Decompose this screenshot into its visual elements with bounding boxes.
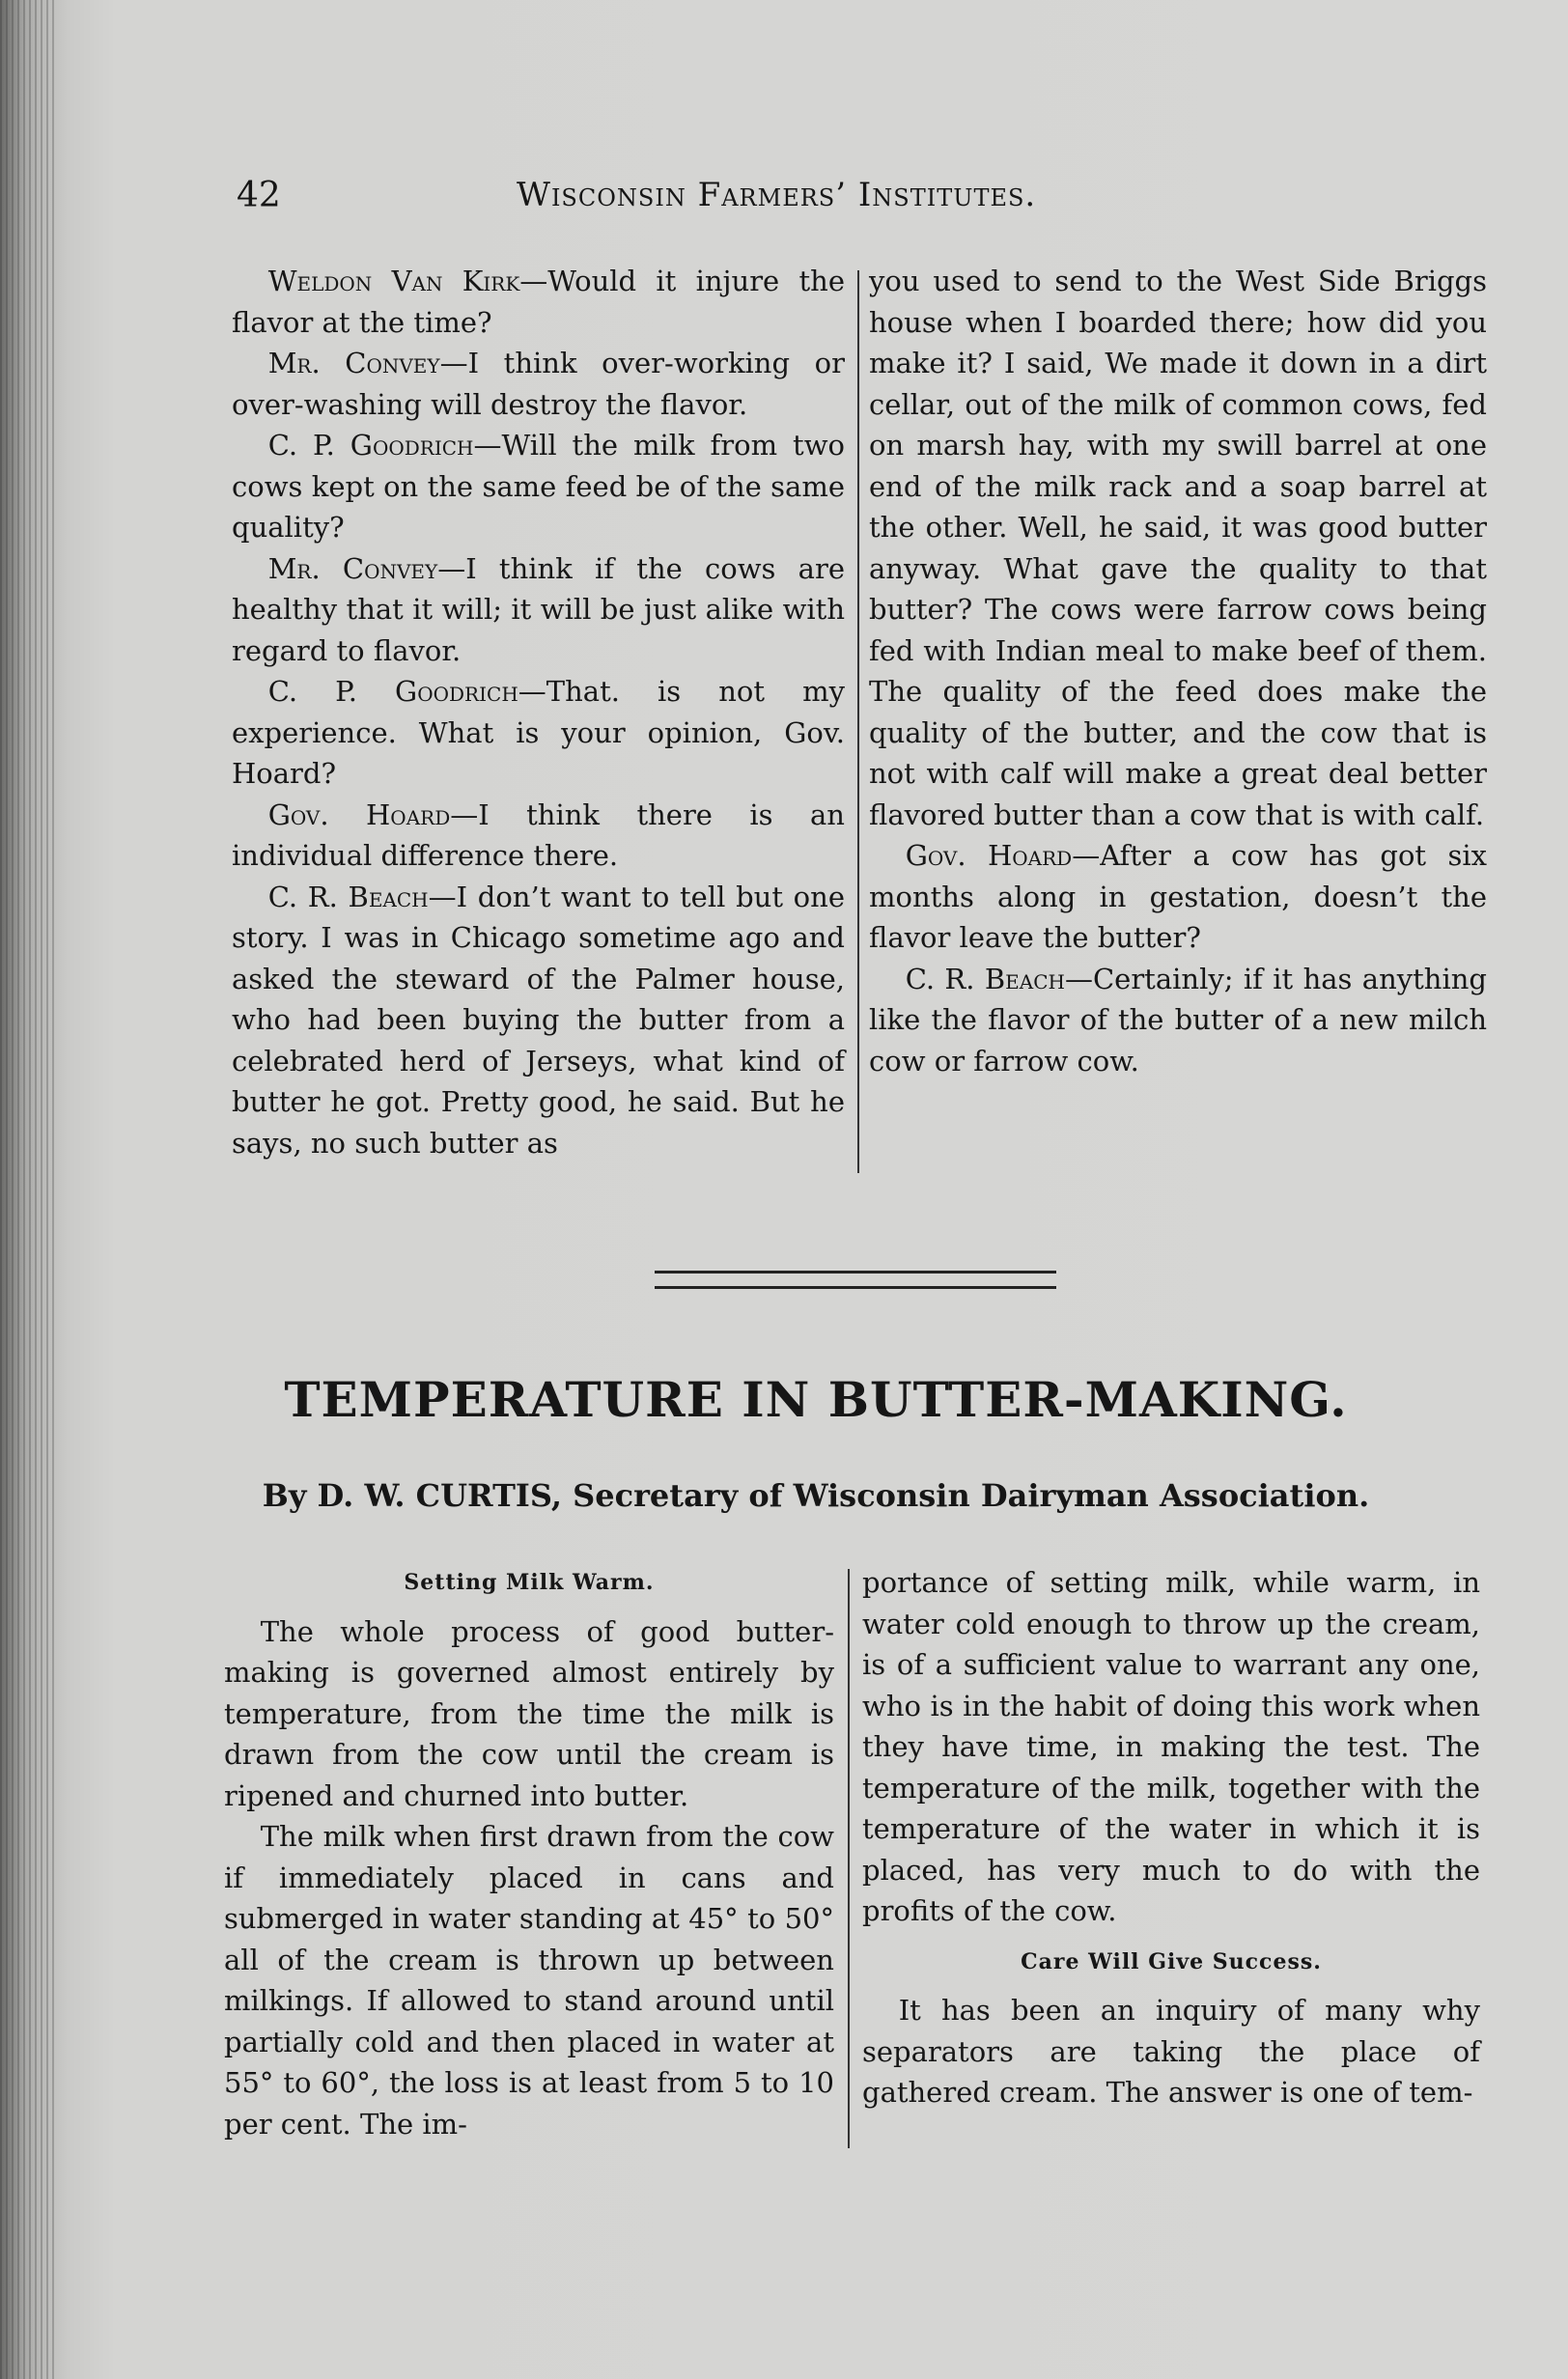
discussion-entry [232,877,845,1164]
speech-text: —After a cow has got six months along in gestation, doesn’t the flavor leave the butter? [869,839,1487,954]
speech-text: —That. is not my experience. What is your opinion, Gov. Hoard? [232,675,845,790]
speech-text: —I think there is an individual difference there. [232,798,845,872]
article-title: TEMPERATURE IN BUTTER-MAKING. [284,1371,1348,1428]
speaker-name: Gov. Hoard [905,839,1073,872]
discussion-entry [232,795,845,877]
article-continuation: portance of setting milk, while warm, in water cold enough to throw up the cream, is of a sufficient value to warrant any one, who is in the habit of doing this work when they have time, in making the test. The temperature of the milk, together with the temperature of the water in which it is placed, has very much to do with the profits of the cow. [862,1566,1480,1927]
article-paragraph: The whole process of good butter-making is governed almost entirely by temperature, from the time the milk is drawn from the cow until the cream is ripened and churned into butter. [224,1614,834,1812]
running-head [237,176,1202,222]
article-left-column [224,1562,834,2144]
discussion-entry [232,671,845,795]
page-number: 42 [237,176,281,215]
discussion-entry [232,548,845,672]
column-divider-top [857,270,859,1173]
article-byline: By D. W. CURTIS, Secretary of Wisconsin Dairyman Association. [262,1477,1370,1514]
section-subheading: Care Will Give Success. [1021,1948,1322,1974]
discussion-entry [232,343,845,425]
discussion-entry [869,959,1487,1082]
speaker-name: C. P. Goodrich [267,675,518,708]
section-subheading: Setting Milk Warm. [404,1570,655,1595]
section-rule-upper [655,1271,1056,1273]
discussion-continuation: you used to send to the West Side Briggs house when I boarded there; how did you make it? I said, We made it down in a dirt cellar, out of the milk of common cows, fed on marsh hay, with my swill barrel at one end of the milk rack and a soap barrel at the other. Well, he said, it was good butter anyway. What gave the quality to that butter? The cows were farrow cows being fed with Indian meal to make beef of them. The quality of the feed does make the quality of the butter, and the cow that is not with calf will make a great deal better flavored butter than a cow that is with calf. [869,265,1487,831]
speaker-name: Mr. Convey [267,347,440,379]
discussion-entry [869,835,1487,959]
article-right-column [862,1562,1480,2113]
discussion-right-column [869,261,1487,1081]
speech-text: —I think if the cows are healthy that it will; it will be just alike with regard to flavor. [232,551,845,667]
discussion-entry [232,425,845,548]
speech-text: —Would it injure the flavor at the time? [232,265,845,339]
discussion-entry [232,261,845,343]
article-paragraph: It has been an inquiry of many why separators are taking the place of gathered cream. The answer is one of tem- [862,1994,1480,2109]
speech-text: —Will the milk from two cows kept on the same feed be of the same quality? [232,429,845,544]
speech-text: —I think over-working or over-washing will destroy the flavor. [232,347,845,421]
speech-text: —Certainly; if it has anything like the flavor of the butter of a new milch cow or farrow cow. [869,962,1487,1078]
speaker-name: C. R. Beach [905,962,1065,995]
speaker-name: Mr. Convey [267,551,438,585]
speaker-name: Gov. Hoard [267,798,451,831]
speaker-name: C. R. Beach [267,880,429,913]
article-paragraph: The milk when first drawn from the cow if immediately placed in cans and submerged in water standing at 45° to 50° all of the cream is thrown up between milkings. If allowed to stand around until partially cold and then placed in water at 55° to 60°, the loss is at least from 5 to 10 per cent. The im- [224,1820,834,2141]
section-rule-lower [655,1286,1056,1289]
running-title: Wisconsin Farmers’ Institutes. [517,176,1037,214]
column-divider-bottom [848,1569,850,2148]
discussion-left-column [232,261,845,1163]
speaker-name: C. P. Goodrich [267,429,474,462]
speaker-name: Weldon Van Kirk [267,265,520,297]
speech-text: —I don’t want to tell but one story. I was in Chicago sometime ago and asked the steward of the Palmer house, who had been buying the butter from a celebrated herd of Jerseys, what kind of butter he got. Pretty good, he said. But he says, no such butter as [232,880,845,1160]
